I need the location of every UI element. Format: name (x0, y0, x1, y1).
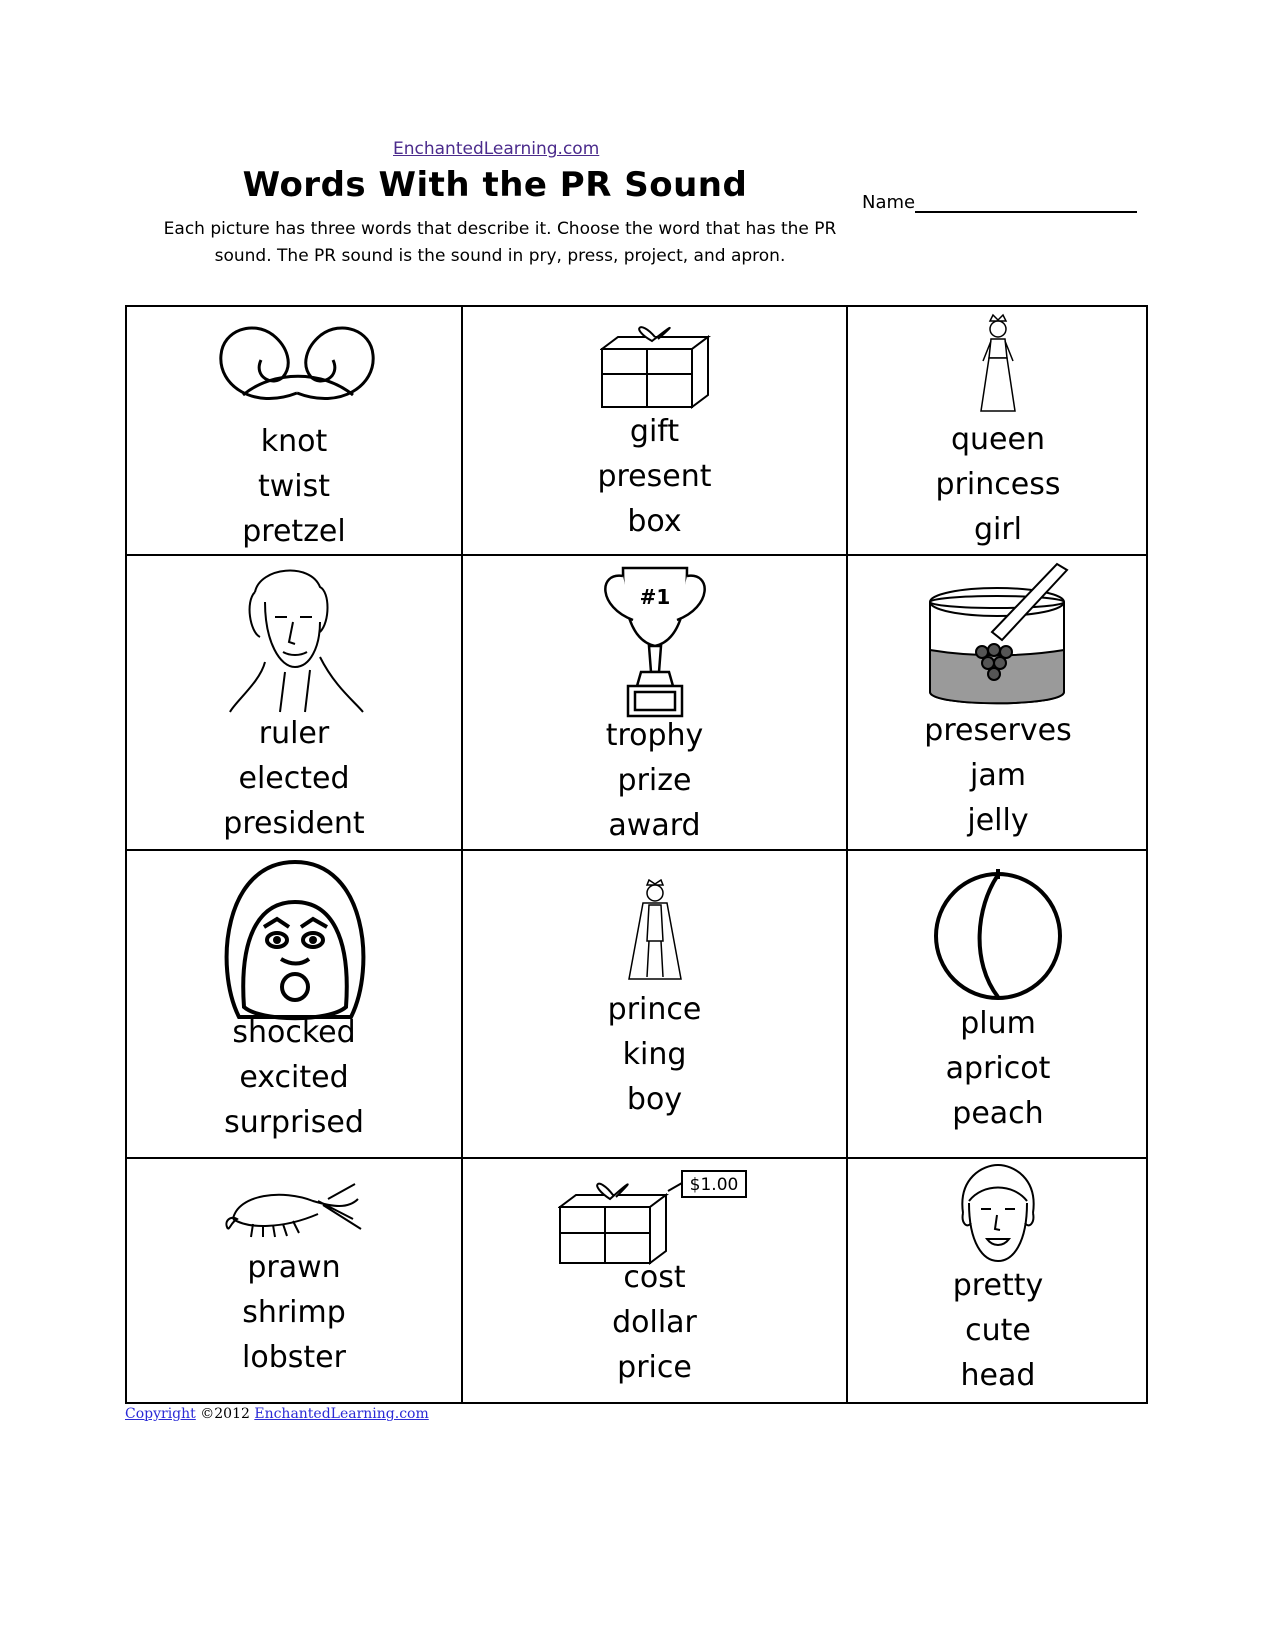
jam-jar-icon (922, 562, 1074, 712)
cell-princess (848, 307, 1148, 556)
shrimp-icon (223, 1179, 363, 1241)
word-option[interactable]: jam (970, 758, 1026, 793)
word-option[interactable]: award (608, 808, 701, 843)
word-option[interactable]: plum (960, 1006, 1036, 1041)
word-option[interactable]: dollar (612, 1305, 697, 1340)
word-option[interactable]: cute (965, 1313, 1031, 1348)
gift-box-icon (600, 319, 712, 409)
cell-pretzel (127, 307, 463, 556)
word-option[interactable]: ruler (258, 716, 330, 751)
name-line[interactable] (915, 193, 1137, 213)
word-option[interactable]: president (223, 806, 365, 841)
word-option[interactable]: king (622, 1037, 687, 1072)
worksheet-grid (125, 305, 1148, 1404)
cell-plum (848, 851, 1148, 1159)
word-option[interactable]: lobster (242, 1340, 346, 1375)
word-option[interactable]: present (597, 459, 712, 494)
word-option[interactable]: price (617, 1350, 692, 1385)
word-option[interactable]: preserves (924, 713, 1072, 748)
cell-trophy (463, 556, 848, 851)
george-washington-icon (225, 562, 365, 714)
word-option[interactable]: cost (623, 1260, 686, 1295)
copyright-year: ©2012 (200, 1406, 250, 1422)
word-option[interactable]: queen (951, 422, 1045, 457)
trophy-label: #1 (639, 585, 671, 609)
word-option[interactable]: shocked (232, 1015, 356, 1050)
word-option[interactable]: shrimp (242, 1295, 346, 1330)
word-option[interactable]: head (960, 1358, 1036, 1393)
word-option[interactable]: jelly (967, 803, 1029, 838)
word-option[interactable]: trophy (605, 718, 704, 753)
word-option[interactable]: surprised (224, 1105, 364, 1140)
word-option[interactable]: twist (257, 469, 331, 504)
word-option[interactable]: girl (973, 512, 1023, 547)
word-option[interactable]: pretzel (242, 514, 346, 549)
word-option[interactable]: boy (626, 1082, 683, 1117)
pretzel-icon (213, 315, 381, 405)
trophy-icon (593, 562, 717, 722)
word-option[interactable]: prawn (247, 1250, 341, 1285)
gift-price-tag-icon (558, 1165, 748, 1265)
word-option[interactable]: knot (260, 424, 328, 459)
word-option[interactable]: elected (238, 761, 350, 796)
cell-prince (463, 851, 848, 1159)
plum-icon (931, 867, 1065, 1001)
page-title: Words With the PR Sound (242, 165, 748, 205)
copyright-link[interactable]: Copyright (125, 1406, 196, 1422)
name-label: Name (862, 192, 916, 213)
word-option[interactable]: gift (629, 414, 680, 449)
footer-site-link[interactable]: EnchantedLearning.com (254, 1406, 429, 1422)
cell-president (127, 556, 463, 851)
word-option[interactable]: prince (607, 992, 702, 1027)
word-option[interactable]: excited (239, 1060, 349, 1095)
word-option[interactable]: box (627, 504, 682, 539)
instructions: Each picture has three words that describe it. Choose the word that has the PR sound. The PR sound is the sound in pry, press, project, and apron. (163, 219, 837, 266)
name-field[interactable] (862, 192, 1137, 213)
price-tag-label: $1.00 (689, 1175, 739, 1195)
cell-price (463, 1159, 848, 1402)
princess-icon (973, 313, 1023, 417)
enchanted-learning-link[interactable]: EnchantedLearning.com (393, 139, 600, 159)
word-option[interactable]: pretty (952, 1268, 1044, 1303)
surprised-face-icon (219, 857, 371, 1027)
word-option[interactable]: apricot (945, 1051, 1051, 1086)
prince-icon (625, 879, 685, 985)
cell-gift-box (463, 307, 848, 556)
word-option[interactable]: peach (952, 1096, 1044, 1131)
word-option[interactable]: princess (935, 467, 1061, 502)
girl-face-icon (953, 1163, 1043, 1265)
footer (125, 1406, 429, 1422)
cell-girl-face (848, 1159, 1148, 1402)
word-option[interactable]: prize (617, 763, 692, 798)
cell-jam-jar (848, 556, 1148, 851)
cell-shrimp (127, 1159, 463, 1402)
cell-surprised-face (127, 851, 463, 1159)
